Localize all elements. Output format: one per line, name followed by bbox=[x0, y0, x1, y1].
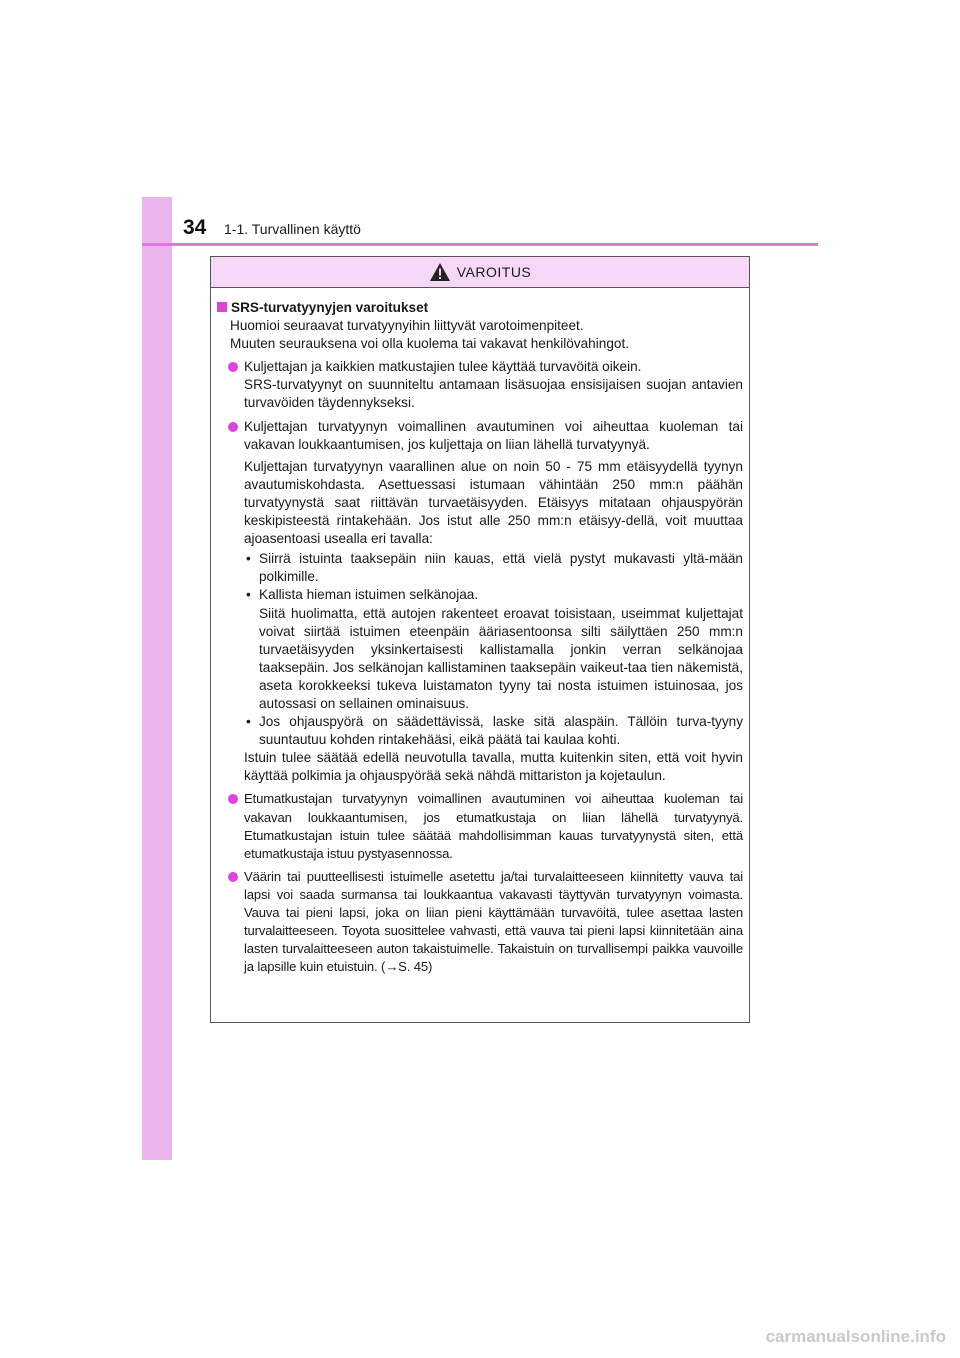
watermark: carmanualsonline.info bbox=[765, 1327, 946, 1346]
item-text: Väärin tai puutteellisesti istuimelle asetettu ja/tai turvalaitteeseen kiinnitetty vauva tai lapsi voi saada surmansa tai loukkaantua vakavasti täyttyvän turvatyynyn voimasta. Vauva tai pieni lapsi, joka on liian pieni käyttämään turvavöitä, tulee asettaa lasten turvalaitteeseen. Toyota suosittelee vahvasti, että vauva tai pieni lapsi kiinnitetään aina lasten turvalaitteeseen auton takaistuimelle. Takaistuin on turvallisempi paikka vauvoille ja lapsille kuin etuistuin. (→S. 45) bbox=[244, 868, 743, 975]
list-item bbox=[244, 550, 743, 586]
item-text: Kuljettajan turvatyynyn vaarallinen alue on noin 50 - 75 mm etäisyydellä tyynyn avautumiskohdasta. Asettuessasi istumaan vähintään 250 mm:n päähän turvatyynystä saat riittävän turvaetäisyyden. Etäisyys mitataan ohjauspyörän keskipisteestä rintakehään. Jos istut alle 250 mm:n etäisyy-dellä, voit muuttaa ajoasentoasi usealla eri tavalla: bbox=[244, 458, 743, 547]
item-text: Istuin tulee säätää edellä neuvotulla tavalla, mutta kuitenkin siten, että voit hyvin käyttää polkimia ja ohjauspyörää sekä nähdä mittariston ja kojetaulun. bbox=[244, 750, 743, 784]
warning-item bbox=[217, 868, 743, 977]
circle-bullet-icon bbox=[228, 872, 238, 882]
circle-bullet-icon bbox=[228, 362, 238, 372]
adjustment-list bbox=[244, 550, 743, 749]
warning-item bbox=[217, 790, 743, 862]
item-text: Kuljettajan ja kaikkien matkustajien tulee käyttää turvavöitä oikein. bbox=[244, 359, 642, 375]
item-text: Kuljettajan turvatyynyn voimallinen avautuminen voi aiheuttaa kuoleman tai vakavan loukkaantumisen, jos kuljettaja on liian lähellä turvatyynyä. bbox=[244, 418, 743, 452]
warning-triangle-icon bbox=[429, 262, 451, 282]
intro-line: Muuten seurauksena voi olla kuolema tai vakavat henkilövahingot. bbox=[230, 336, 629, 352]
section-heading bbox=[217, 299, 743, 317]
list-item-detail: Siitä huolimatta, että autojen rakenteet eroavat toisistaan, useimmat kuljettajat voivat siirtää istuimen eteenpäin ääriasentoonsa silti säilyttäen 250 mm:n turvaetäisyyden yksinkertaisesti kallistamalla jonkin verran selkänojaa taaksepäin. Jos selkänojan kallistaminen taaksepäin vaikeut-taa tien näkemistä, aseta korokkeeksi tukeva luistamaton tyyny tai nosta istuimen istuinosaa, jos autossasi on sellainen ominaisuus. bbox=[259, 605, 743, 711]
square-bullet-icon bbox=[217, 302, 227, 312]
warning-content bbox=[211, 288, 749, 976]
list-item bbox=[244, 586, 743, 713]
circle-bullet-icon bbox=[228, 794, 238, 804]
section-title: SRS-turvatyynyjen varoitukset bbox=[231, 300, 429, 315]
circle-bullet-icon bbox=[228, 422, 238, 432]
list-item-text: • Kallista hieman istuimen selkänojaa. bbox=[259, 587, 479, 603]
warning-item bbox=[217, 418, 743, 786]
page-number: 34 bbox=[183, 216, 207, 239]
warning-item bbox=[217, 358, 743, 412]
header-rule bbox=[142, 243, 818, 246]
item-text: SRS-turvatyynyt on suunniteltu antamaan lisäsuojaa ensisijaisen suojan antavien turvavöiden täydennykseksi. bbox=[244, 377, 743, 411]
chapter-side-tab bbox=[142, 197, 172, 1160]
list-item-text: Siirrä istuinta taaksepäin niin kauas, että vielä pystyt mukavasti yltä-mään polkimille. bbox=[259, 551, 743, 585]
warning-title: VAROITUS bbox=[456, 264, 532, 280]
item-text: Etumatkustajan turvatyynyn voimallinen avautuminen voi aiheuttaa kuoleman tai vakavan loukkaantumisen, jos etumatkustaja on liian lähellä turvatyynyä. Etumatkustajan istuin tulee säätää mahdollisimman kauas turvatyynystä siten, että etumatkustaja istuu pystyasennossa. bbox=[244, 791, 743, 861]
list-item-text: Jos ohjauspyörä on säädettävissä, laske sitä alaspäin. Tällöin turva-tyyny suuntautuu kohden rintakehääsi, eikä päätä tai kaulaa kohti. bbox=[259, 714, 743, 748]
chapter-title: 1-1. Turvallinen käyttö bbox=[224, 221, 361, 237]
warning-header bbox=[211, 257, 749, 288]
list-item bbox=[244, 713, 743, 749]
intro-line: Huomioi seuraavat turvatyynyihin liittyvät varotoimenpiteet. bbox=[230, 318, 584, 334]
warning-box bbox=[210, 256, 750, 1023]
